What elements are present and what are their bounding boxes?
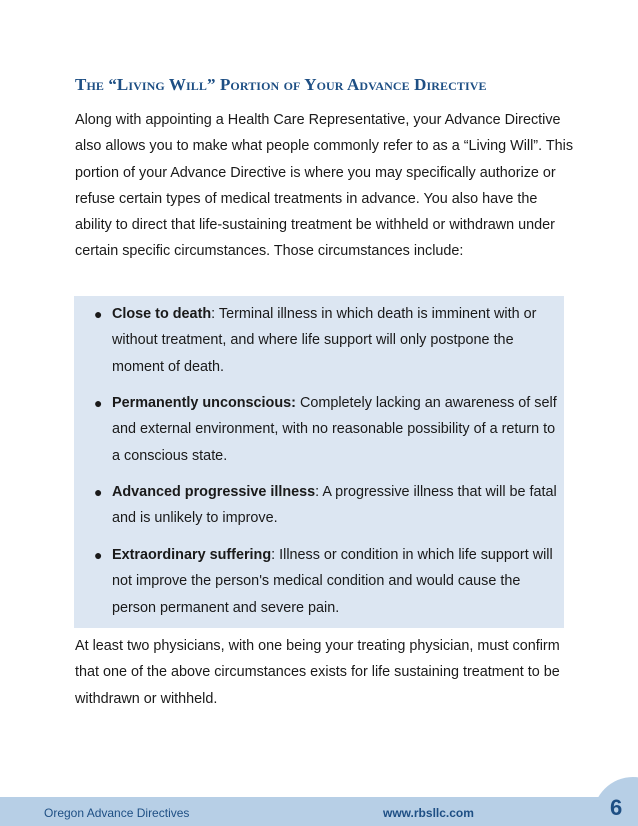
circumstance-text xyxy=(112,301,557,380)
page-number: 6 xyxy=(610,795,623,820)
bullet-icon: ● xyxy=(94,484,103,500)
circumstance-separator: : xyxy=(315,484,323,500)
bullet-icon: ● xyxy=(94,395,103,411)
circumstance-description: Terminal illness in which death is imminent with or without treatment, and where life support will only postpone the moment of death. xyxy=(112,306,537,375)
circumstance-item-extraordinary-suffering xyxy=(74,542,564,621)
circumstances-callout xyxy=(74,296,564,628)
section-heading: The “Living Will” Portion of Your Advance Directive xyxy=(75,75,487,94)
footer-title: Oregon Advance Directives xyxy=(44,806,190,820)
circumstance-text xyxy=(112,542,557,621)
circumstance-term: Permanently unconscious: xyxy=(112,395,296,411)
footer-website-link[interactable]: www.rbsllc.com xyxy=(383,806,474,820)
circumstance-term: Close to death xyxy=(112,306,212,322)
circumstance-description: Completely lacking an awareness of self and external environment, with no reasonable possibility of a return to a conscious state. xyxy=(112,395,557,464)
circumstance-separator: : xyxy=(211,306,219,322)
circumstance-item-permanently-unconscious xyxy=(74,390,564,469)
circumstance-item-close-to-death xyxy=(74,301,564,380)
circumstance-term: Advanced progressive illness xyxy=(112,484,316,500)
bullet-icon: ● xyxy=(94,547,103,563)
circumstance-separator: : xyxy=(271,547,280,563)
circumstance-text xyxy=(112,390,557,469)
circumstance-description: A progressive illness that will be fatal and is unlikely to improve. xyxy=(112,484,557,527)
circumstance-description: Illness or condition in which life support will not improve the person's medical condition and would cause the person permanent and severe pain. xyxy=(112,547,553,616)
circumstance-text xyxy=(112,479,557,532)
closing-paragraph: At least two physicians, with one being your treating physician, must confirm that one of the above circumstances exists for life sustaining treatment to be withdrawn or withheld. xyxy=(75,638,560,707)
circumstance-term: Extraordinary suffering xyxy=(112,547,272,563)
intro-paragraph: Along with appointing a Health Care Representative, your Advance Directive also allows you to make what people commonly refer to as a “Living Will”. This portion of your Advance Directive is where you may specifically authorize or refuse certain types of medical treatments in advance. You also have the ability to direct that life-sustaining treatment be withheld or withdrawn under certain specific circumstances. Those circumstances include: xyxy=(75,112,574,260)
bullet-icon: ● xyxy=(94,306,103,322)
circumstance-item-advanced-progressive-illness xyxy=(74,479,564,532)
